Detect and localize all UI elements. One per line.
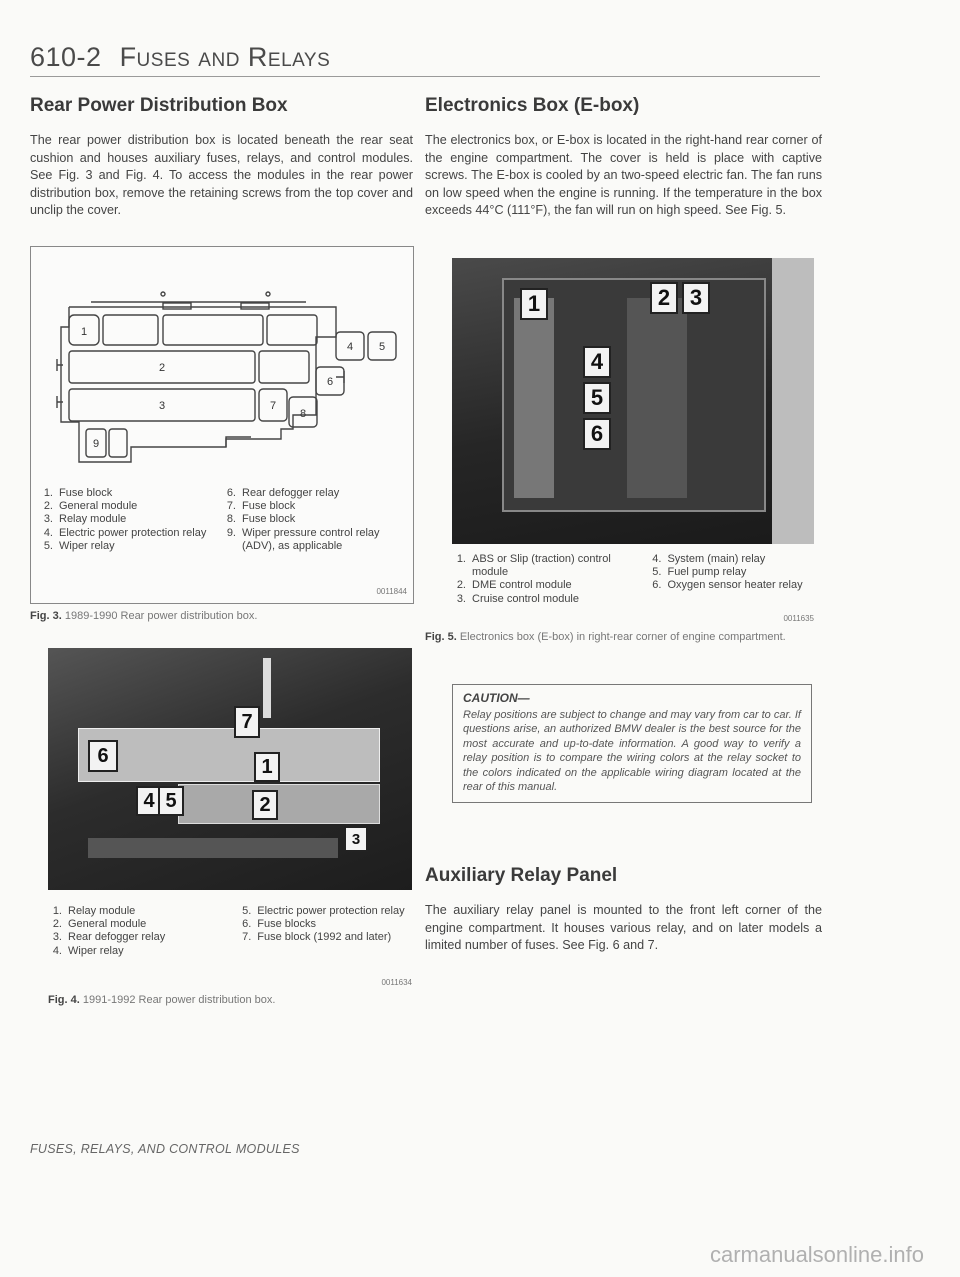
fig4-callout-1: 1: [254, 752, 280, 782]
fig3-label-9: 9: [92, 438, 100, 450]
legend-item: 6. Rear defogger relay: [226, 487, 340, 499]
fig3-caption-label: Fig. 3.: [30, 610, 62, 622]
fig4-caption: [48, 994, 275, 1006]
legend-item: 5. Fuel pump relay: [652, 566, 747, 579]
legend-item: 4. Electric power protection relay: [43, 526, 207, 539]
footer-text: FUSES, RELAYS, AND CONTROL MODULES: [30, 1142, 300, 1156]
fig3-label-8: 8: [299, 408, 307, 420]
fig4-legend: [48, 905, 412, 958]
page-number: 610-2: [30, 42, 102, 72]
legend-item: 7. Fuse block: [226, 500, 296, 513]
page-header: [30, 42, 330, 73]
fig4-callout-3: 3: [344, 826, 368, 852]
fig5-callout-2: 2: [650, 282, 678, 314]
rear-power-paragraph: The rear power distribution box is located beneath the rear seat cushion and houses auxiliary fuses, relays, and control modules. See Fig. 3 and Fig. 4. To access the modules in the rear power distribution box, remove the retaining screws from the top cover and unclip the cover.: [30, 133, 413, 217]
chapter-title: Fuses and Relays: [119, 42, 331, 72]
fig4-callout-2: 2: [252, 790, 278, 820]
legend-item: 6. Fuse blocks: [242, 918, 316, 931]
section-heading-ebox: Electronics Box (E-box): [425, 95, 640, 116]
header-divider: [30, 76, 820, 77]
fig3-label-2: 2: [158, 362, 166, 374]
legend-item: 1. ABS or Slip (traction) control module: [456, 553, 611, 579]
fig5-callout-5: 5: [583, 382, 611, 414]
legend-item: 5. Wiper relay: [43, 539, 115, 552]
legend-item: 1. Fuse block: [43, 487, 113, 499]
general-module-housing: [178, 784, 380, 824]
fig5-callout-3: 3: [682, 282, 710, 314]
legend-item: 6. Oxygen sensor heater relay: [652, 579, 803, 592]
fig3-label-1: 1: [80, 326, 88, 338]
relay-module-housing: [78, 728, 380, 782]
fig3-label-4: 4: [346, 341, 354, 353]
fig4-photo: [48, 648, 412, 890]
fig4-caption-label: Fig. 4.: [48, 994, 80, 1006]
fig5-caption-text: Electronics box (E-box) in right-rear corner of engine compartment.: [459, 631, 786, 643]
legend-item: 2. General module: [52, 918, 147, 931]
fig3-caption-text: 1989-1990 Rear power distribution box.: [64, 610, 258, 622]
fig3-label-5: 5: [378, 341, 386, 353]
fig5-photo: [452, 258, 814, 544]
ebox-paragraph: The electronics box, or E-box is located in the right-hand rear corner of the engine compartment. The cover is held is place with captive screws. The E-box is cooled by an two-speed electric fan. The fan runs on low speed when the engine is running. If the temperature in the box exceeds 44°C (111°F), the fan will run on high speed. See Fig. 5.: [425, 133, 822, 217]
watermark: carmanualsonline.info: [709, 1242, 924, 1267]
legend-item: 8. Fuse block: [226, 513, 296, 526]
fig5-caption-label: Fig. 5.: [425, 631, 457, 643]
fig3-label-6: 6: [326, 376, 334, 388]
legend-item: 2. General module: [43, 500, 138, 513]
fig5-legend: [452, 553, 814, 606]
fig4-callout-6: 6: [88, 740, 118, 772]
aux-relay-paragraph: The auxiliary relay panel is mounted to the front left corner of the engine compartment. It houses various relay, and on later models a limited number of fuses. See Fig. 6 and 7.: [425, 903, 822, 952]
fig4-callout-4: 4: [136, 786, 162, 816]
legend-item: 3. Rear defogger relay: [52, 931, 166, 944]
fig4-callout-5: 5: [158, 786, 184, 816]
fig3-fuse-diagram: [31, 247, 413, 477]
caution-title: CAUTION—: [463, 691, 530, 705]
fig3-label-7: 7: [269, 400, 277, 412]
fig4-code: 0011634: [381, 978, 412, 987]
fig3-label-3: 3: [158, 400, 166, 412]
fig3-code: 0011844: [376, 587, 407, 596]
legend-item: 7. Fuse block (1992 and later): [242, 931, 392, 944]
fig5-callout-4: 4: [583, 346, 611, 378]
dme-module: [627, 298, 687, 498]
fig4-callout-7: 7: [234, 706, 260, 738]
fig5-caption: [425, 630, 815, 644]
fig4-caption-text: 1991-1992 Rear power distribution box.: [82, 994, 276, 1006]
caution-box: [452, 684, 812, 803]
legend-item: 1. Relay module: [52, 905, 136, 917]
fig3-frame: [30, 246, 414, 604]
fig5-callout-1: 1: [520, 288, 548, 320]
fig5-callout-6: 6: [583, 418, 611, 450]
legend-item: 4. Wiper relay: [52, 944, 124, 957]
section-heading-aux-relay: Auxiliary Relay Panel: [425, 865, 618, 886]
legend-item: 4. System (main) relay: [652, 553, 766, 565]
fig3-legend: [39, 487, 405, 553]
fig5-code: 0011635: [783, 614, 814, 623]
caution-text: Relay positions are subject to change and may vary from car to car. If questions arise, an authorized BMW dealer is the best source for the most accurate and up-to-date information. A good way to verify a relay position is to compare the wiring colors at the relay socket to the colors indicated on the applicable wiring diagram located at the rear of this manual.: [463, 709, 801, 794]
legend-item: 9. Wiper pressure control relay (ADV), as applicable: [226, 526, 380, 552]
legend-item: 2. DME control module: [456, 579, 572, 592]
legend-item: 3. Cruise control module: [456, 592, 579, 605]
legend-item: 5. Electric power protection relay: [242, 905, 405, 917]
legend-item: 3. Relay module: [43, 513, 127, 526]
fig3-caption: [30, 610, 257, 622]
abs-module: [514, 298, 554, 498]
section-heading-rear-power: Rear Power Distribution Box: [30, 95, 288, 116]
